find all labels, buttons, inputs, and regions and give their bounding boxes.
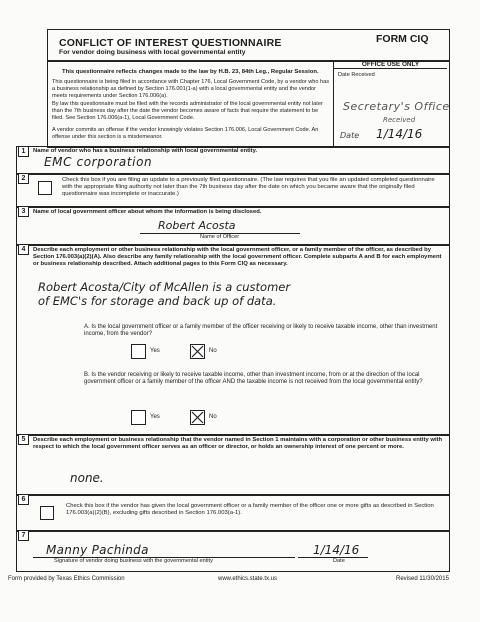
section-3-label: Name of local government officer about whom the information is being disclosed.: [33, 209, 262, 215]
question-a-no-label: No: [209, 348, 217, 354]
signature-caption: Signature of vendor doing business with the governmental entity: [54, 558, 213, 564]
section-2-number: 2: [18, 173, 29, 184]
footer-website[interactable]: www.ethics.state.tx.us: [218, 576, 278, 582]
question-b-yes-label: Yes: [150, 414, 160, 420]
stamp-date: 1/14/16: [376, 127, 423, 141]
intro-paragraph-2: By law this questionnaire must be filed with the records administrator of the local governmental entity not later than the 7th business day after the date the vendor becomes aware of facts that require the statement to be filed. See Section 176.006(a-1), Local Government Code.: [52, 101, 323, 121]
question-b-yes-checkbox[interactable]: [131, 410, 146, 425]
section-1-number: 1: [18, 146, 29, 157]
form-id: FORM CIQ: [376, 33, 429, 45]
gifts-checkbox[interactable]: [40, 506, 54, 520]
date-caption: Date: [333, 558, 345, 564]
section-7-number: 7: [18, 530, 29, 541]
question-a-yes-checkbox[interactable]: [131, 344, 146, 359]
form-title: CONFLICT OF INTEREST QUESTIONNAIRE: [59, 37, 282, 49]
section-6-number: 6: [18, 494, 29, 505]
signature-date[interactable]: 1/14/16: [313, 543, 360, 557]
footer-revised: Revised 11/30/2015: [396, 576, 449, 582]
section-3-number: 3: [18, 206, 29, 217]
section-1-label: Name of vendor who has a business relationship with local governmental entity.: [33, 148, 258, 154]
question-a: A. Is the local government officer or a family member of the officer receiving or likely to receive taxable income, other than investment income, from the vendor?: [84, 324, 438, 338]
stamp-date-label: Date: [340, 131, 360, 140]
relationship-answer-line-1[interactable]: Robert Acosta/City of McAllen is a customer: [38, 280, 291, 294]
question-b-no-label: No: [209, 414, 217, 420]
officer-name-field[interactable]: Robert Acosta: [158, 219, 236, 232]
question-a-no-checkbox[interactable]: [190, 344, 205, 359]
corporate-relationship-field[interactable]: none.: [70, 471, 104, 485]
question-b-no-checkbox[interactable]: [190, 410, 205, 425]
question-a-yes-label: Yes: [150, 348, 160, 354]
intro-paragraph-1: This questionnaire is being filed in accordance with Chapter 176, Local Government Code, by a vendor who has a business relationship as defined by Section 176.001(1-a) with a local governmental entity and the vendor meets requirements under Section 176.006(a).: [52, 79, 330, 99]
section-5-text: Describe each employment or business relationship that the vendor named in Section 1 maintains with a corporation or other business entity with respect to which the local government officer serves as an officer or director, or holds an ownership interest of one percent or more.: [33, 437, 443, 451]
update-checkbox[interactable]: [38, 181, 52, 195]
stamp-line-1: Secretary's Office: [343, 100, 450, 113]
check-x-icon: [191, 411, 204, 424]
section-4-text: Describe each employment or other business relationship with the local government officer, or a family member of the officer, as described by Section 176.003(a)(2)(A). Also describe any family relationship with the local government officer. Complete subparts A and B for each employment or business relationship described. Attach additional pages to this Form CIQ as necessary.: [33, 247, 442, 268]
intro-law-note: This questionnaire reflects changes made to the law by H.B. 23, 84th Leg., Regular Session.: [62, 69, 319, 75]
section-4-number: 4: [18, 244, 29, 255]
vendor-signature[interactable]: Manny Pachinda: [46, 543, 149, 557]
office-use-label: OFFICE USE ONLY: [334, 61, 447, 69]
check-x-icon: [191, 345, 204, 358]
section-5-number: 5: [18, 434, 29, 445]
vendor-name-field[interactable]: EMC corporation: [44, 155, 153, 169]
intro-paragraph-3: A vendor commits an offense if the vendor knowingly violates Section 176.006, Local Government Code. An offense under this section is a misdemeanor.: [52, 127, 319, 140]
officer-name-caption: Name of Officer: [200, 234, 240, 240]
stamp-line-2: Received: [383, 116, 416, 124]
footer-provider: Form provided by Texas Ethics Commission: [8, 576, 125, 582]
section-4: [16, 244, 450, 436]
form-subtitle: For vendor doing business with local governmental entity: [59, 49, 246, 56]
date-received-label: Date Received: [338, 72, 375, 78]
section-2-text: Check this box if you are filing an update to a previously filed questionnaire. (The law requires that you file an updated completed questionnaire with the appropriate filing authority not later than the 7th business day after the date on which you became aware that the originally filed questionnaire was incomplete or inaccurate.): [62, 177, 435, 198]
question-b: B. Is the vendor receiving or likely to receive taxable income, other than investment income, from or at the direction of the local government officer or a family member of the officer AND the taxable income is not received from the local governmental entity?: [84, 372, 423, 386]
section-6-text: Check this box if the vendor has given the local government officer or a family member of the officer one or more gifts as described in Section 176.003(a)(2)(B), excluding gifts described in Section 176.003(a-1).: [66, 503, 434, 517]
relationship-answer-line-2[interactable]: of EMC's for storage and back up of data.: [38, 294, 277, 308]
